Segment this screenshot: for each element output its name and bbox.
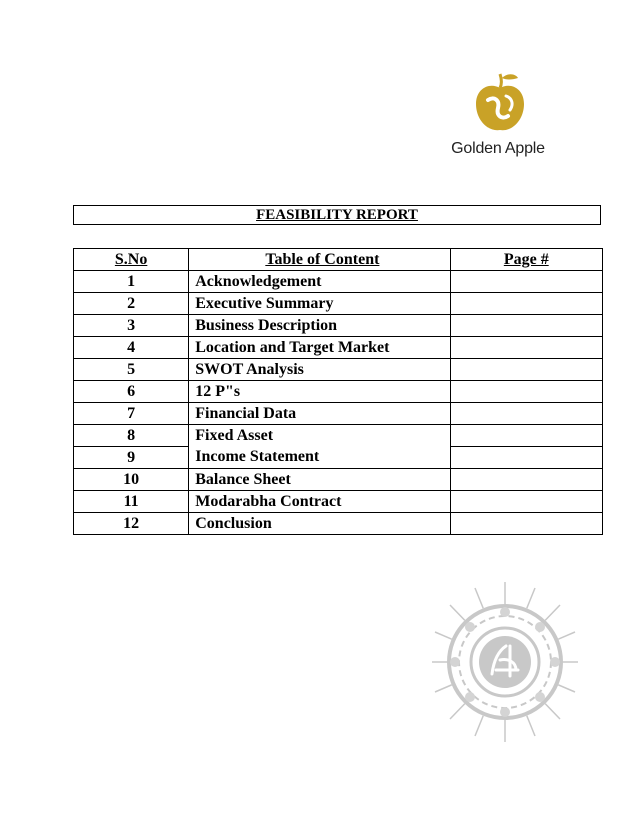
decorative-seal bbox=[430, 580, 580, 745]
row-sno: 1 bbox=[74, 271, 189, 293]
row-content: Modarabha Contract bbox=[189, 491, 450, 513]
golden-apple-icon bbox=[472, 70, 528, 136]
table-header-row bbox=[74, 249, 603, 271]
row-page bbox=[450, 271, 602, 293]
table-row bbox=[74, 271, 603, 293]
table-row bbox=[74, 293, 603, 315]
table-row bbox=[74, 447, 603, 469]
row-content: Executive Summary bbox=[189, 293, 450, 315]
row-sno: 7 bbox=[74, 403, 189, 425]
row-sno: 2 bbox=[74, 293, 189, 315]
table-row bbox=[74, 381, 603, 403]
row-content: Conclusion bbox=[189, 513, 450, 535]
row-sno: 10 bbox=[74, 469, 189, 491]
row-content: Balance Sheet bbox=[189, 469, 450, 491]
row-page bbox=[450, 425, 602, 447]
row-sno: 12 bbox=[74, 513, 189, 535]
table-of-contents bbox=[73, 248, 603, 535]
row-sno: 3 bbox=[74, 315, 189, 337]
logo-brand-text: Golden Apple bbox=[451, 140, 545, 157]
row-sno: 8 bbox=[74, 425, 189, 447]
table-row bbox=[74, 403, 603, 425]
row-sno: 9 bbox=[74, 447, 189, 469]
row-page bbox=[450, 469, 602, 491]
row-content: SWOT Analysis bbox=[189, 359, 450, 381]
row-page bbox=[450, 315, 602, 337]
row-page bbox=[450, 359, 602, 381]
row-content: Financial Data bbox=[189, 403, 450, 425]
row-page bbox=[450, 491, 602, 513]
row-page bbox=[450, 293, 602, 315]
table-row bbox=[74, 491, 603, 513]
header-page: Page # bbox=[450, 249, 602, 271]
row-content: Location and Target Market bbox=[189, 337, 450, 359]
row-sno: 6 bbox=[74, 381, 189, 403]
row-content: Fixed Asset bbox=[189, 425, 450, 447]
table-row bbox=[74, 315, 603, 337]
table-row bbox=[74, 337, 603, 359]
row-page bbox=[450, 381, 602, 403]
row-content: Income Statement bbox=[189, 447, 450, 469]
row-sno: 11 bbox=[74, 491, 189, 513]
row-page bbox=[450, 403, 602, 425]
row-content: 12 P"s bbox=[189, 381, 450, 403]
row-page bbox=[450, 447, 602, 469]
row-content: Acknowledgement bbox=[189, 271, 450, 293]
table-row bbox=[74, 513, 603, 535]
row-sno: 5 bbox=[74, 359, 189, 381]
report-title: FEASIBILITY REPORT bbox=[73, 205, 601, 225]
table-row bbox=[74, 425, 603, 447]
row-sno: 4 bbox=[74, 337, 189, 359]
row-content: Business Description bbox=[189, 315, 450, 337]
header-content: Table of Content bbox=[189, 249, 450, 271]
row-page bbox=[450, 337, 602, 359]
row-page bbox=[450, 513, 602, 535]
table-row bbox=[74, 359, 603, 381]
header-sno: S.No bbox=[74, 249, 189, 271]
golden-apple-logo bbox=[446, 70, 550, 162]
table-row bbox=[74, 469, 603, 491]
ornamental-seal-icon bbox=[430, 580, 580, 745]
